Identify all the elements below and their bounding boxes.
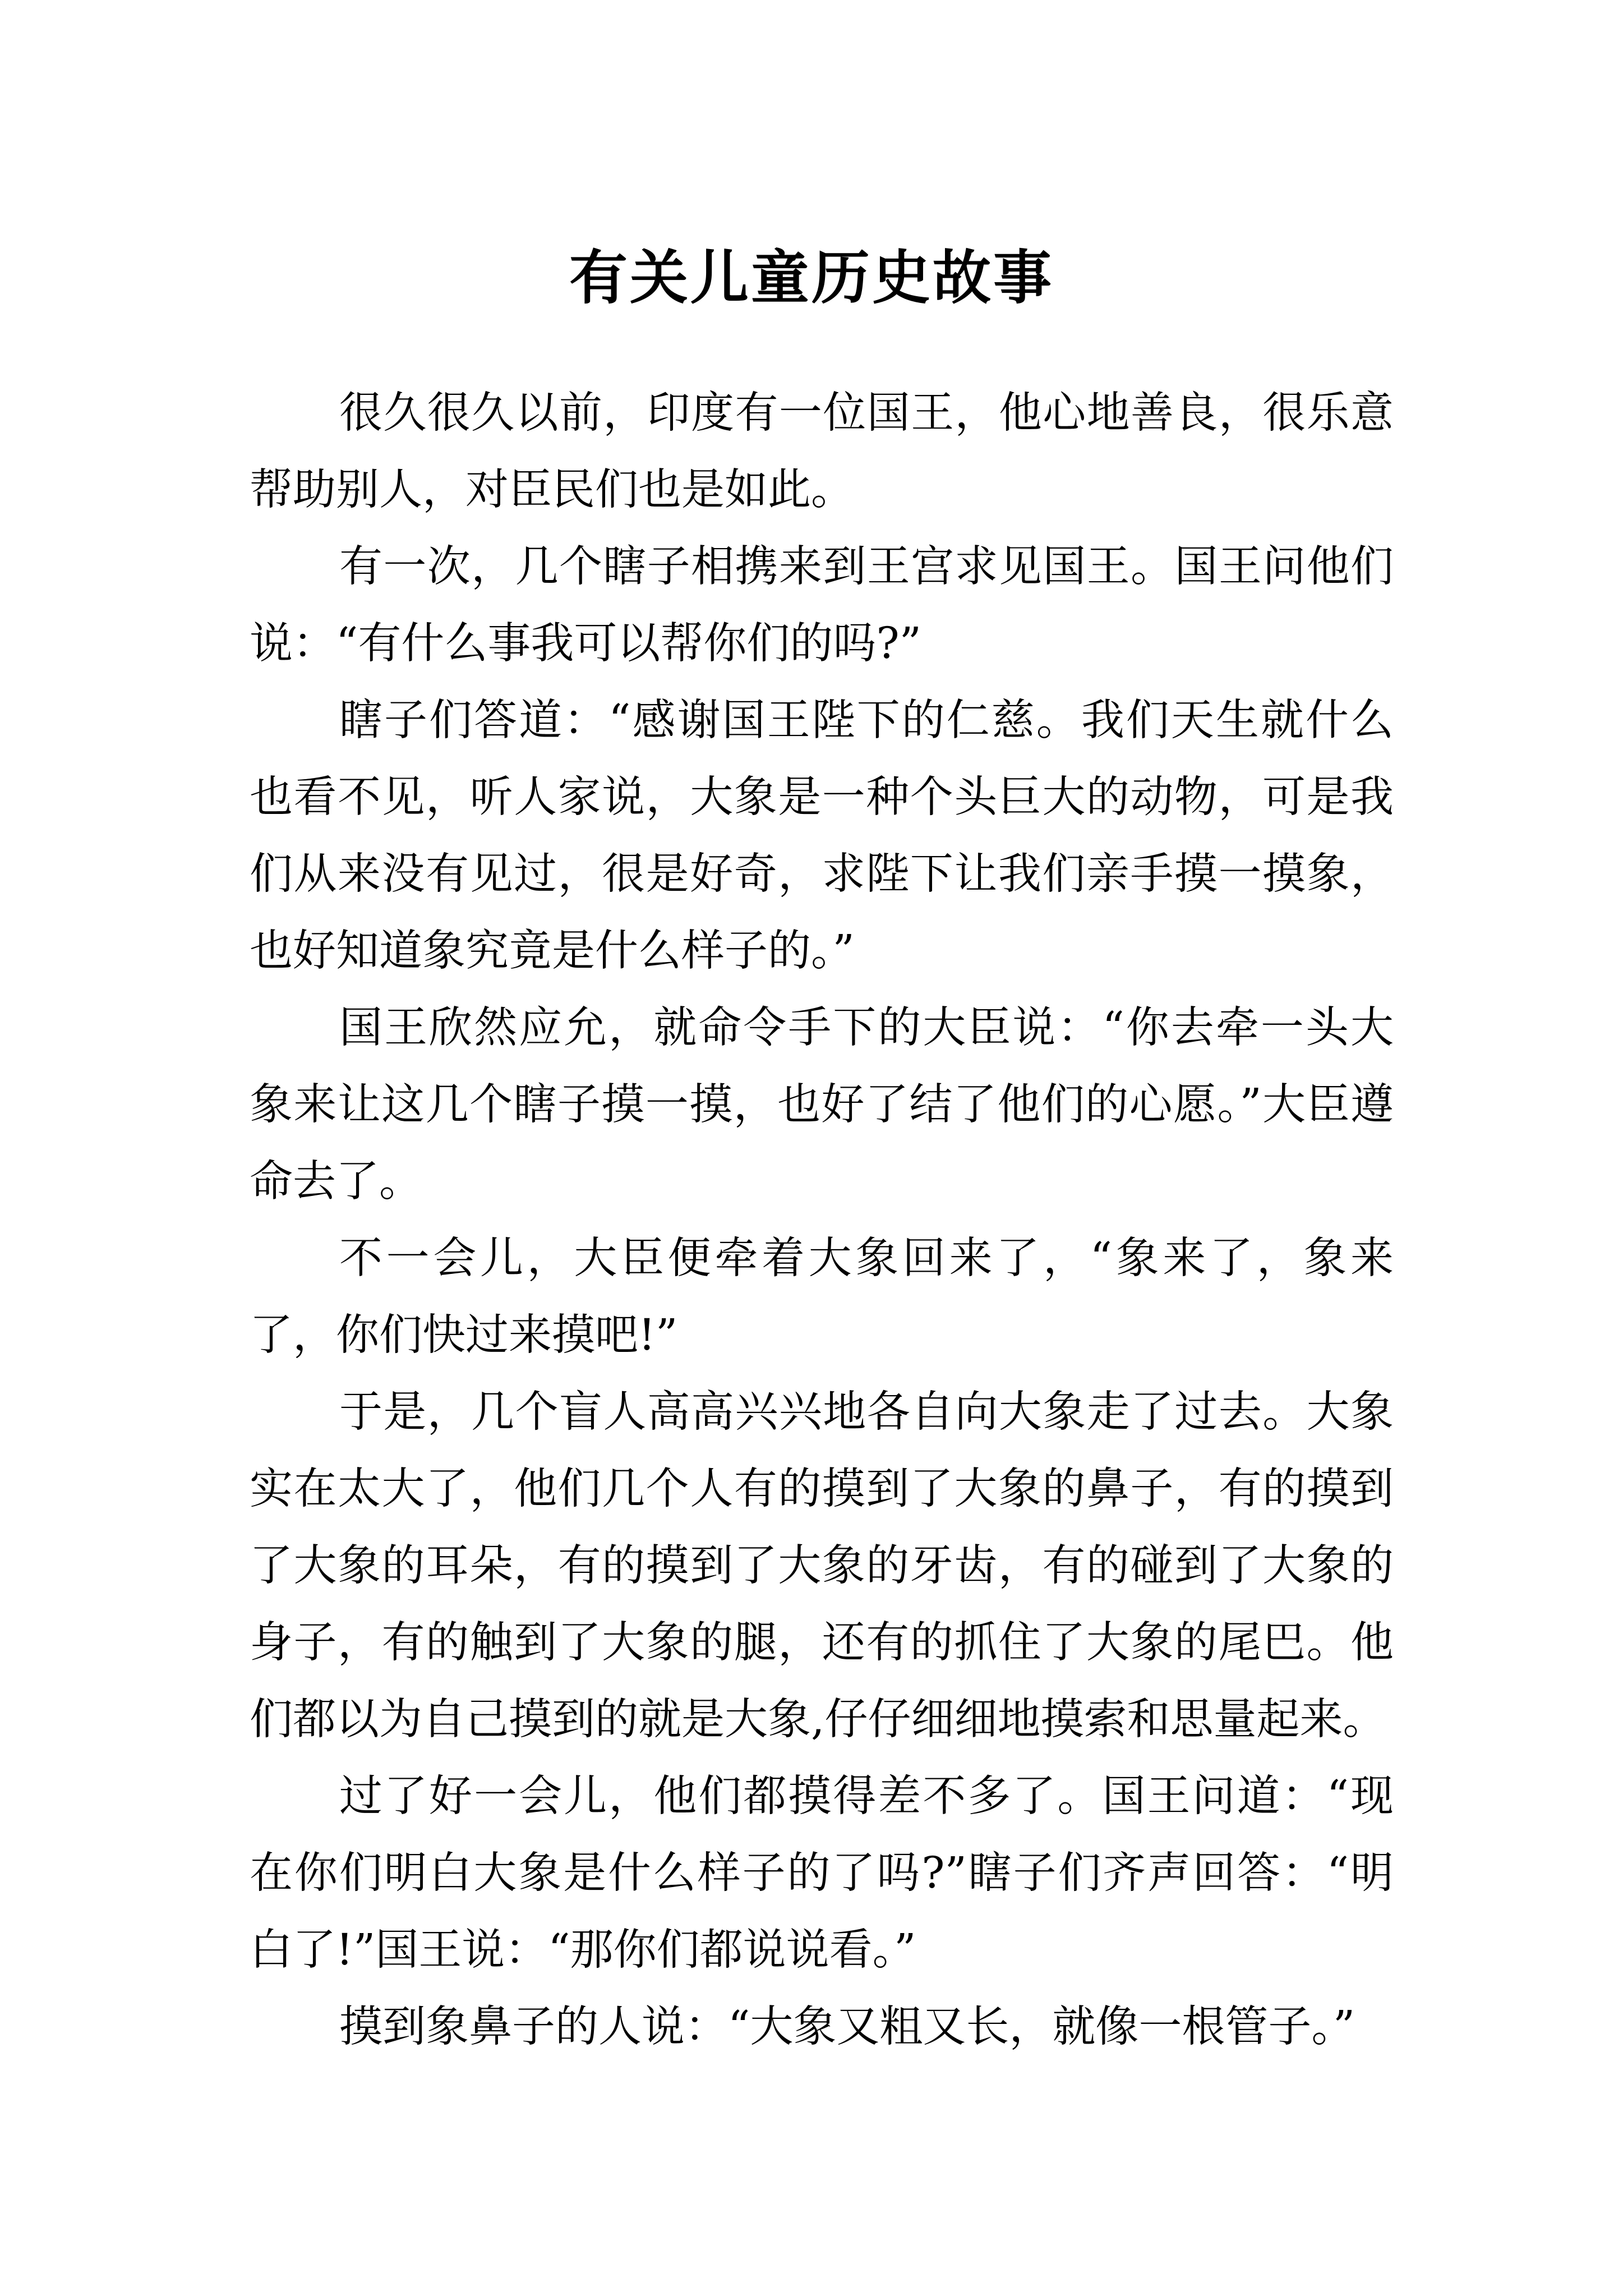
- paragraph: 瞎子们答道：“感谢国王陛下的仁慈。我们天生就什么也看不见，听人家说，大象是一种个头巨大的动物，可是我们从来没有见过，很是好奇，求陛下让我们亲手摸一摸象，也好知道象究竟是什么样子的。”: [250, 696, 1394, 976]
- paragraph: 有一次，几个瞎子相携来到王宫求见国王。国王问他们说：“有什么事我可以帮你们的吗?”: [250, 542, 1394, 669]
- paragraph: 国王欣然应允，就命令手下的大臣说：“你去牵一头大象来让这几个瞎子摸一摸，也好了结了他们的心愿。”大臣遵命去了。: [250, 1003, 1394, 1207]
- paragraph: 于是，几个盲人高高兴兴地各自向大象走了过去。大象实在太大了，他们几个人有的摸到了大象的鼻子，有的摸到了大象的耳朵，有的摸到了大象的牙齿，有的碰到了大象的身子，有的触到了大象的腿，还有的抓住了大象的尾巴。他们都以为自己摸到的就是大象,仔仔细细地摸索和思量起来。: [250, 1387, 1394, 1745]
- document-body: [250, 375, 1394, 2065]
- document-title: 有关儿童历史故事: [569, 242, 1054, 312]
- paragraph: 摸到象鼻子的人说：“大象又粗又长，就像一根管子。”: [339, 2002, 1355, 2052]
- paragraph: 过了好一会儿，他们都摸得差不多了。国王问道：“现在你们明白大象是什么样子的了吗?”瞎子们齐声回答：“明白了!”国王说：“那你们都说说看。”: [250, 1772, 1394, 1975]
- paragraph: 很久很久以前，印度有一位国王，他心地善良，很乐意帮助别人，对臣民们也是如此。: [250, 388, 1394, 515]
- paragraph: 不一会儿，大臣便牵着大象回来了，“象来了，象来了，你们快过来摸吧!”: [250, 1234, 1394, 1360]
